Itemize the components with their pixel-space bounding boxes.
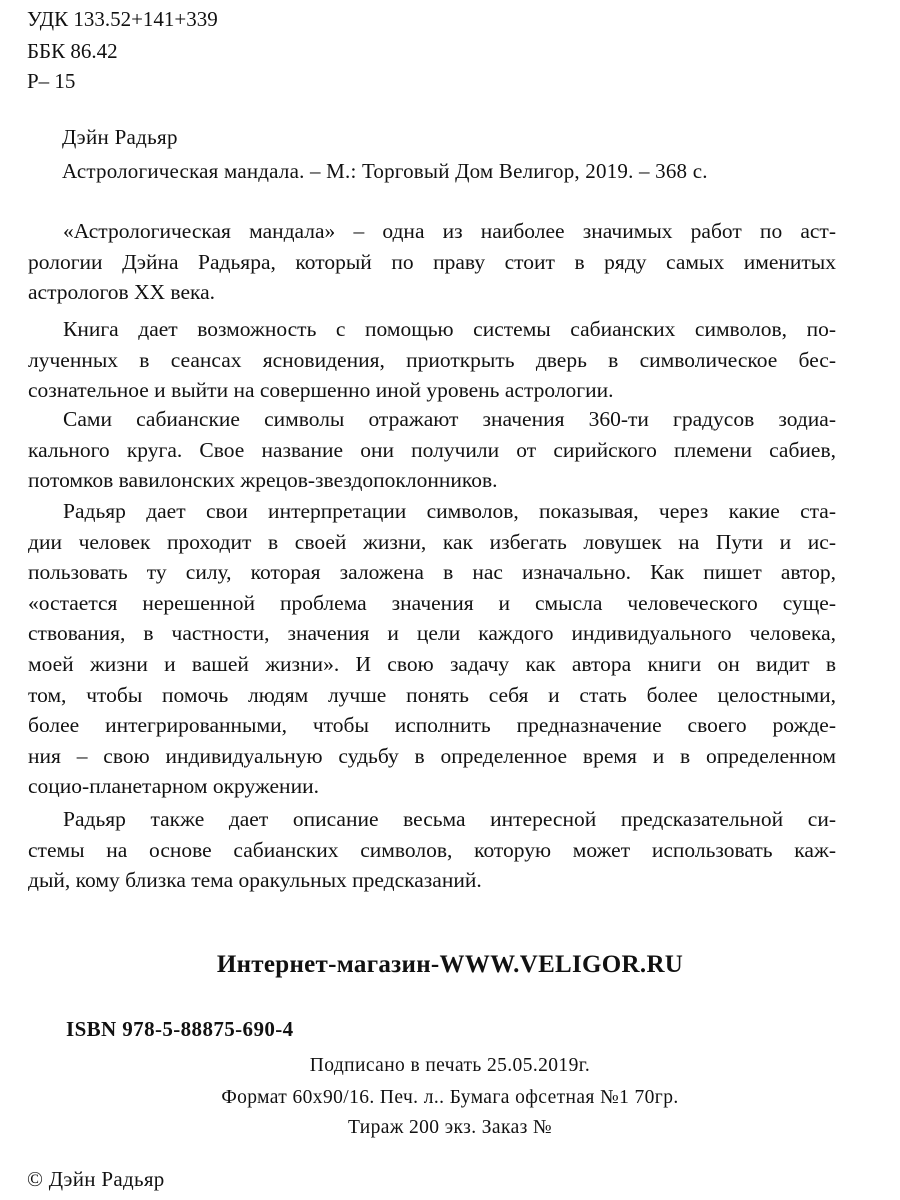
annotation-paragraph [28, 404, 836, 496]
isbn: ISBN 978-5-88875-690-4 [66, 1017, 294, 1041]
annotation-paragraph [28, 496, 836, 802]
text-line: «остается нерешенной проблема значения и смысла человеческого суще- [28, 590, 836, 615]
bibliographic-entry: Астрологическая мандала. – М.: Торговый Дом Велигор, 2019. – 368 с. [62, 159, 708, 183]
text-line: лученных в сеансах ясновидения, приоткрыть дверь в символическое бес- [28, 347, 836, 372]
text-line: астрологов XX века. [28, 280, 216, 305]
print-format: Формат 60х90/16. Печ. л.. Бумага офсетная №1 70гр. [221, 1087, 679, 1108]
text-line: Радьяр также дает описание весьма интересной предсказательной си- [63, 807, 836, 831]
annotation-paragraph [28, 804, 836, 896]
text-line: Книга дает возможность с помощью системы сабианских символов, по- [63, 317, 836, 341]
annotation-paragraph [28, 216, 836, 308]
text-line: дый, кому близка тема оракульных предсказаний. [28, 868, 482, 893]
bbk-code: ББК 86.42 [27, 39, 118, 63]
text-line: ствования, в частности, значения и цели каждого индивидуального человека, [28, 621, 836, 646]
text-line: дии человек проходит в своей жизни, как избегать ловушек на Пути и ис- [28, 529, 836, 554]
text-line: сознательное и выйти на совершенно иной уровень астрологии. [28, 378, 614, 403]
text-line: Радьяр дает свои интерпретации символов, показывая, через какие ста- [63, 499, 836, 523]
text-line: потомков вавилонских жрецов-звездопоклонников. [28, 468, 498, 493]
udk-code: УДК 133.52+141+339 [27, 7, 218, 31]
text-line: моей жизни и вашей жизни». И свою задачу как автора книги он видит в [28, 651, 836, 676]
text-line: пользовать ту силу, которая заложена в нас изначально. Как пишет автор, [28, 560, 836, 585]
text-line: том, чтобы помочь людям лучше понять себя и стать более целостными, [28, 682, 836, 707]
annotation-paragraph [28, 314, 836, 406]
text-line: «Астрологическая мандала» – одна из наиболее значимых работ по аст- [63, 219, 836, 243]
text-line: Сами сабианские символы отражают значения 360-ти градусов зодиа- [63, 407, 836, 431]
copyright-notice: © Дэйн Радьяр [27, 1167, 165, 1191]
author-mark: Р– 15 [27, 69, 76, 93]
online-shop-line: Интернет-магазин-WWW.VELIGOR.RU [216, 951, 684, 978]
text-line: более интегрированными, чтобы исполнить предназначение своего рожде- [28, 713, 836, 738]
text-line: рологии Дэйна Радьяра, который по праву стоит в ряду самых именитых [28, 249, 836, 274]
text-line: социо-планетарном окружении. [28, 774, 319, 799]
print-run: Тираж 200 экз. Заказ № [347, 1117, 553, 1138]
signed-for-print: Подписано в печать 25.05.2019г. [309, 1055, 591, 1076]
text-line: ния – свою индивидуальную судьбу в определенное время и в определенном [28, 743, 836, 768]
text-line: кального круга. Свое название они получили от сирийского племени сабиев, [28, 437, 836, 462]
text-line: стемы на основе сабианских символов, которую может использовать каж- [28, 837, 836, 862]
author-name: Дэйн Радьяр [62, 125, 178, 149]
